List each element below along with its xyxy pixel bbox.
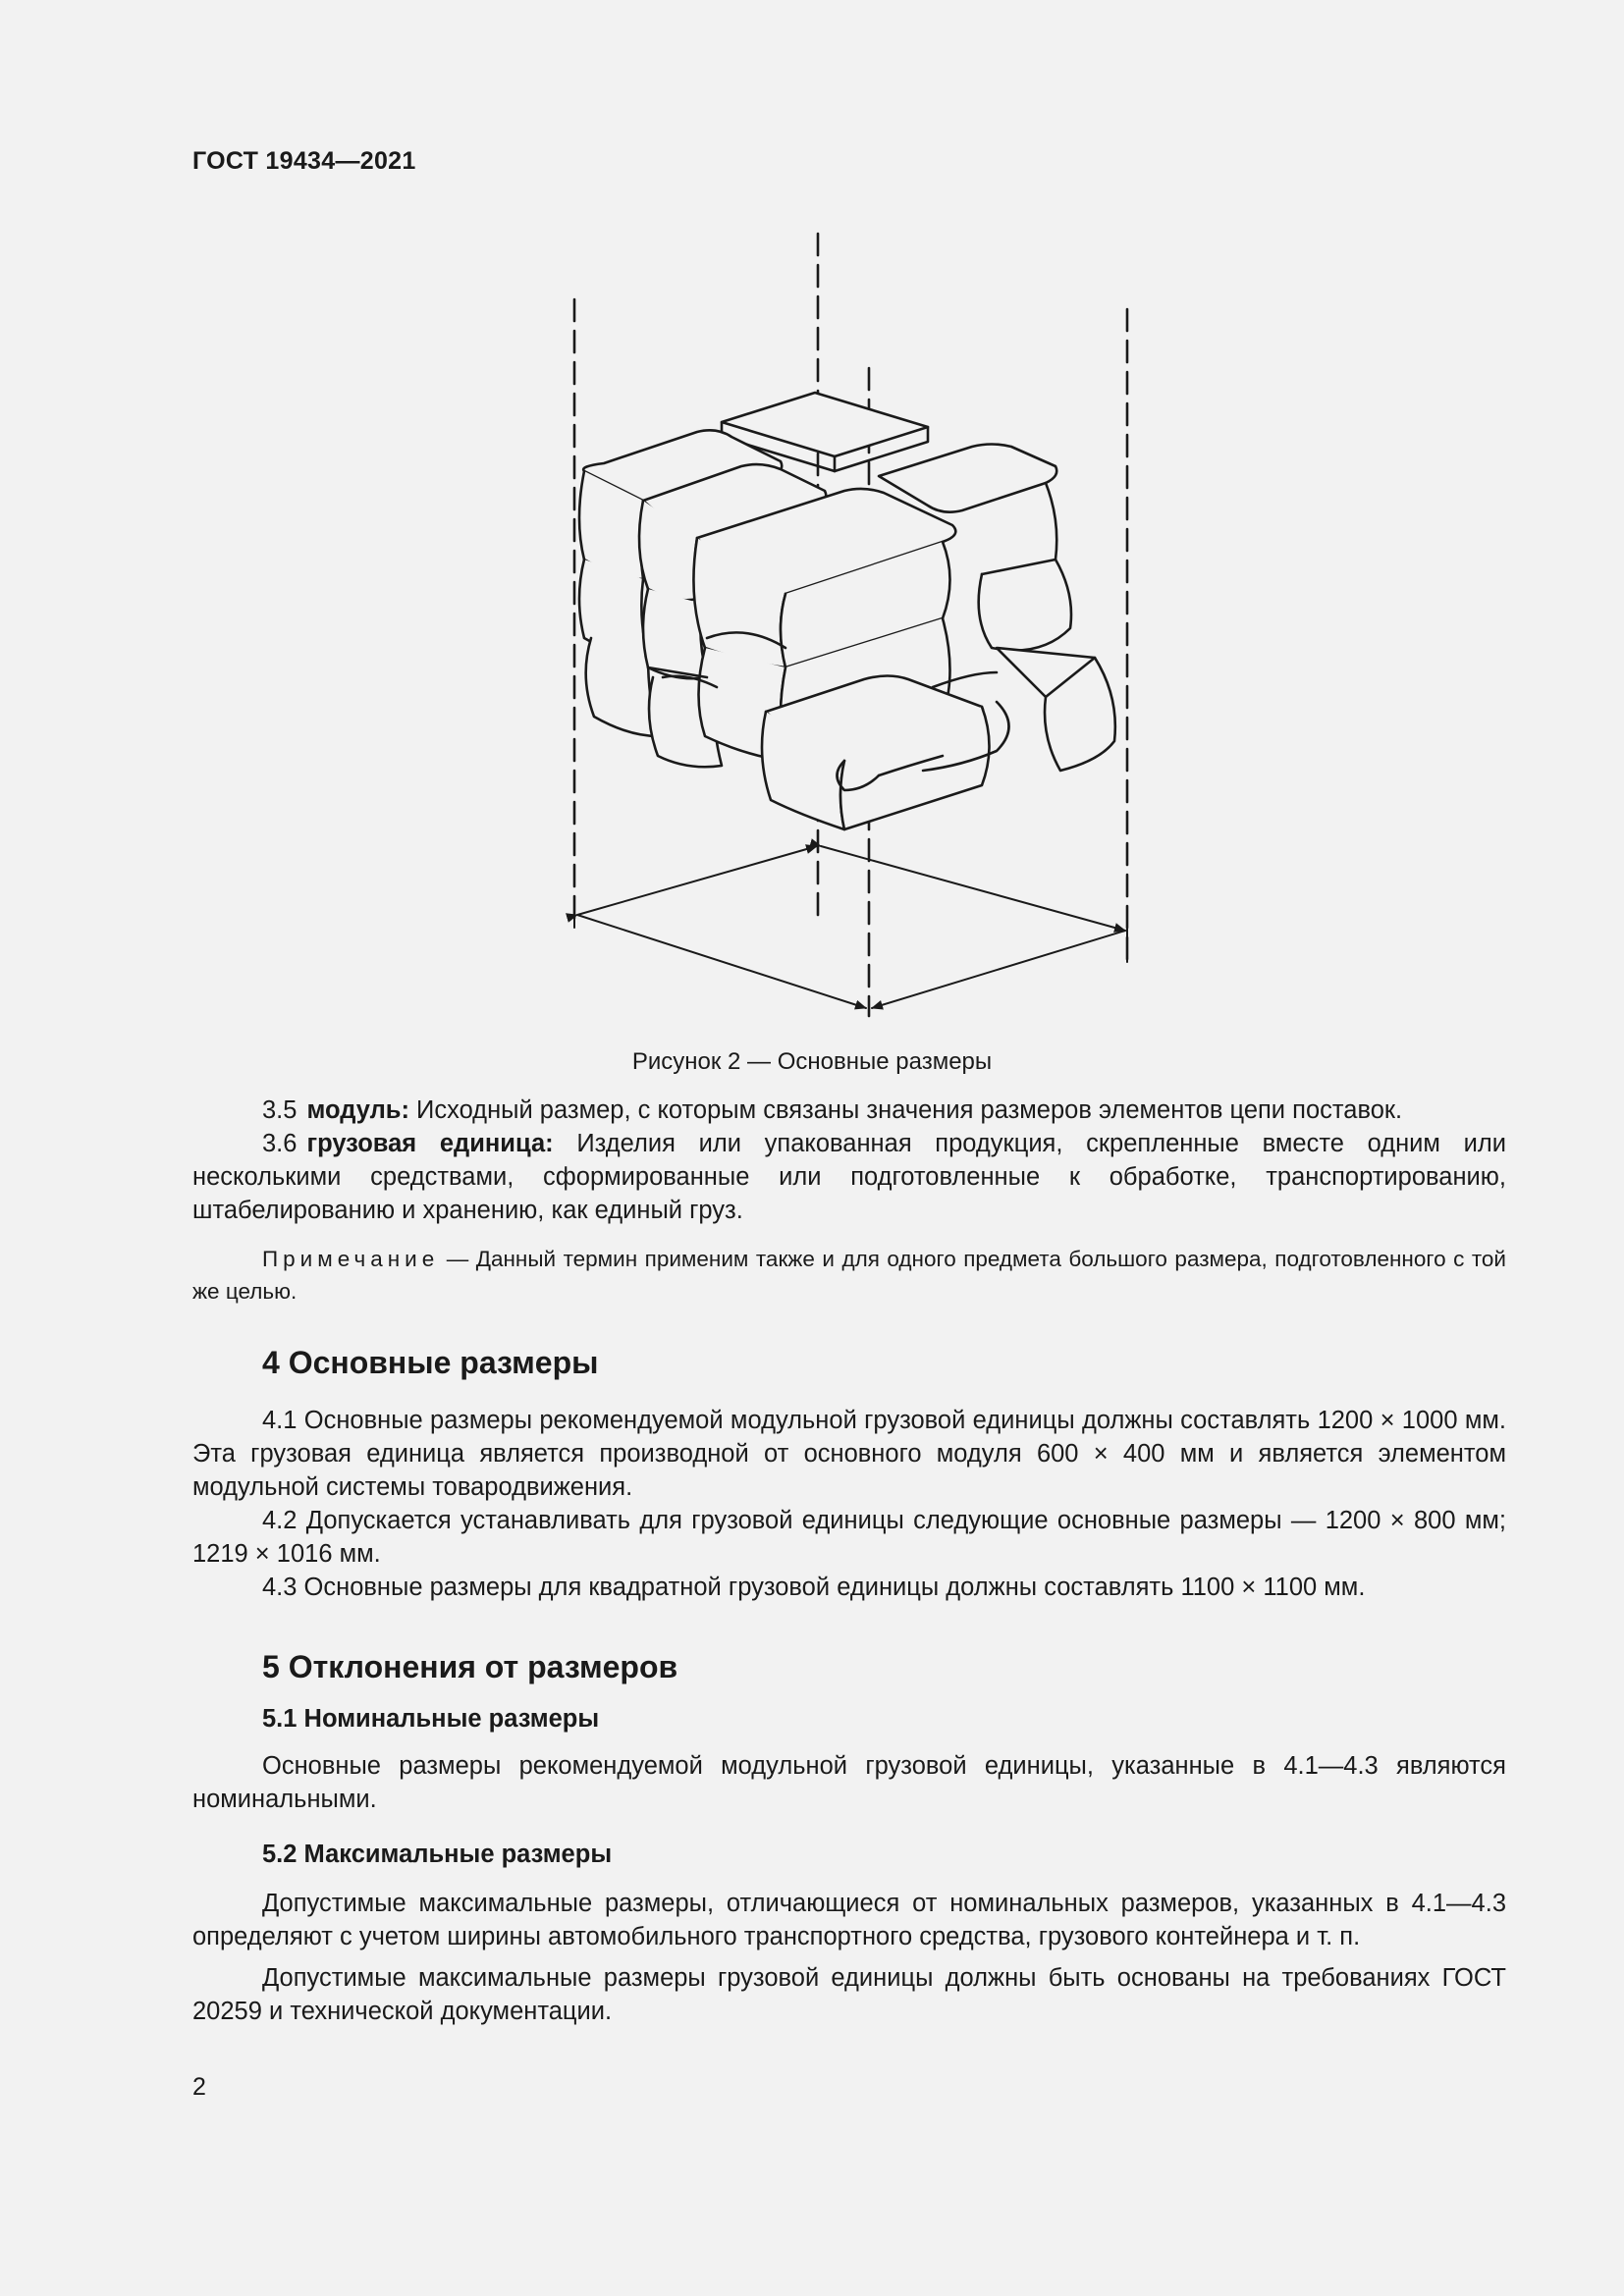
term: модуль: — [306, 1096, 409, 1124]
clause-5-1-text: Основные размеры рекомендуемой модульной грузовой единицы, указанные в 4.1—4.3 являются номинальными. — [192, 1752, 1506, 1813]
section-4 — [192, 1343, 1506, 1604]
cargo-bags — [579, 430, 1115, 829]
definition: Исходный размер, с которым связаны значения размеров элементов цепи поставок. — [408, 1096, 1403, 1124]
clause-5-2-text: Допустимые максимальные размеры грузовой единицы должны быть основаны на требованиях ГОСТ 20259 и технической документации. — [192, 1964, 1506, 2025]
clause-4-3: 4.3 Основные размеры для квадратной грузовой единицы должны составлять 1100 × 1100 мм. — [262, 1574, 1366, 1601]
clause-3-6 — [192, 1127, 1506, 1227]
clause-number: 3.5 — [262, 1096, 298, 1124]
subsection-heading: 5.1 Номинальные размеры — [262, 1705, 600, 1733]
clause-number: 3.6 — [262, 1130, 298, 1157]
clause-4-1: 4.1 Основные размеры рекомендуемой модульной грузовой единицы должны составлять 1200 × 1000 мм. Эта грузовая единица является производной от основного модуля 600 × 400 мм и является элементом модульной системы товародвижения. — [192, 1407, 1506, 1501]
note-text: — Данный термин применим также и для одного предмета большого размера, подготовленного с той же целью. — [192, 1247, 1506, 1304]
figure-caption: Рисунок 2 — Основные размеры — [631, 1048, 993, 1075]
figure-cargo-unit-dimensions — [550, 226, 1159, 1021]
term: грузовая единица: — [306, 1130, 554, 1157]
note-label: Примечание — [262, 1247, 440, 1271]
clause-4-2: 4.2 Допускается устанавливать для грузовой единицы следующие основные размеры — 1200 × 800 мм; 1219 × 1016 мм. — [192, 1507, 1506, 1568]
document-header: ГОСТ 19434—2021 — [192, 147, 416, 175]
clause-3-5 — [192, 1094, 1506, 1127]
cargo-unit-drawing — [550, 226, 1159, 1021]
definition: Изделия или упакованная продукция, скрепленные вместе одним или несколькими средствами, сформированные или подготовленные к обработке, транспортированию, штабелированию и хранению, как единый груз. — [192, 1130, 1507, 1224]
page-number: 2 — [192, 2073, 206, 2101]
section-5 — [192, 1647, 1506, 2028]
section-heading: 4 Основные размеры — [262, 1345, 599, 1380]
subsection-heading: 5.2 Максимальные размеры — [262, 1841, 613, 1868]
section-heading: 5 Отклонения от размеров — [262, 1649, 678, 1684]
clauses-block — [192, 1094, 1506, 1308]
clause-5-2-text: Допустимые максимальные размеры, отличающиеся от номинальных размеров, указанных в 4.1—4.3 определяют с учетом ширины автомобильного транспортного средства, грузового контейнера и т. п. — [192, 1890, 1506, 1950]
note — [192, 1243, 1506, 1308]
